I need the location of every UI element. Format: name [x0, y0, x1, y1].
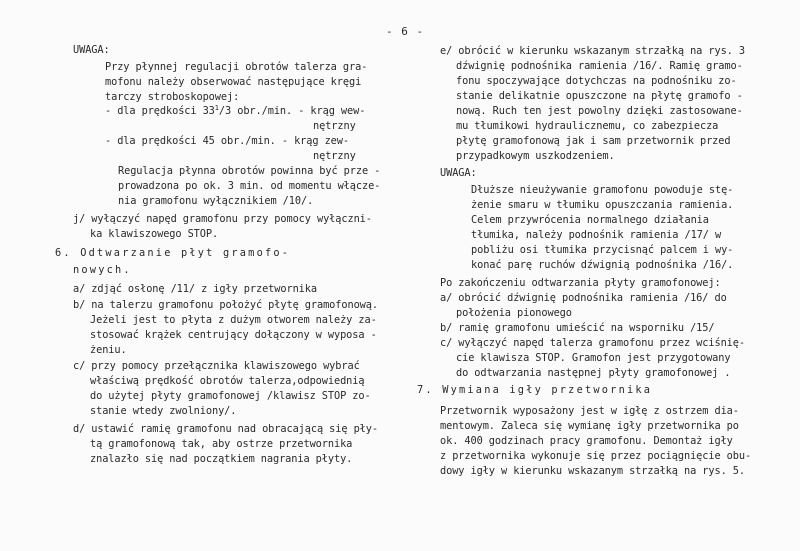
item-e-line: płytę gramofonową jak i sam przetwornik przed — [456, 135, 731, 147]
regulation-line: Regulacja płynna obrotów powinna być prze - — [118, 165, 381, 177]
item-e-line: stanie delikatnie opuszczone na płytę gramofo - — [456, 90, 743, 102]
item-c-line: c/ przy pomocy przełącznika klawiszowego wybrać — [73, 360, 360, 372]
speed-33-continuation: nętrzny — [313, 120, 356, 132]
speed-33-superscript: 1 — [214, 104, 219, 112]
item-d-line: d/ ustawić ramię gramofonu nad obracającą się pły- — [73, 423, 378, 435]
note-line: mofonu należy obserwować następujące kręgi — [105, 76, 362, 88]
item-d-line: znalazło się nad początkiem nagrania płyty. — [90, 453, 353, 465]
item-rc-line: c/ wyłączyć napęd talerza gramofonu przez wciśnię- — [440, 337, 745, 349]
item-rb-line: b/ ramię gramofonu umieścić na wsporniku /15/ — [440, 322, 715, 334]
item-rc-line: do odtwarzania następnej płyty gramofonowej . — [456, 367, 731, 379]
section-7-line: z przetwornika wykonuje się przez pociągnięcie obu- — [440, 450, 752, 462]
item-e-line: dźwignię podnośnika ramienia /16/. Ramię gramo- — [456, 60, 743, 72]
regulation-line: prowadzona po ok. 3 min. od momentu włącze- — [118, 180, 381, 192]
note-line: tarczy stroboskopowej: — [105, 91, 240, 103]
item-b-line: Jeżeli jest to płyta z dużym otworem należy za- — [90, 314, 377, 326]
item-rc-line: cie klawisza STOP. Gramofon jest przygotowany — [456, 352, 731, 364]
note-line: konać parę ruchów dźwignią podnośnika /16/. — [471, 259, 734, 271]
item-e-line: przypadkowym uszkodzeniem. — [456, 150, 615, 162]
item-e-line: nową. Ruch ten jest powolny dzięki zastosowane- — [456, 105, 743, 117]
item-d-line: tą gramofonową tak, aby ostrze przetwornika — [90, 438, 353, 450]
speed-33-suffix: /3 obr./min. - krąg wew- — [218, 105, 366, 117]
section-7-line: Przetwornik wyposażony jest w igłę z ostrzem dia- — [440, 405, 739, 417]
item-c-line: stanie wtedy zwolniony/. — [90, 405, 237, 417]
section-7-line: mentowym. Zaleca się wymianę igły przetwornika po — [440, 420, 739, 432]
section-7-line: dowy igły w kierunku wskazanym strzałką na rys. 5. — [440, 465, 745, 477]
item-e-line: e/ obrócić w kierunku wskazanym strzałką na rys. 3 — [440, 45, 745, 57]
item-e-line: mu tłumikowi hydraulicznemu, co zabezpiecza — [456, 120, 719, 132]
note-line: Dłuższe nieużywanie gramofonu powoduje stę- — [471, 184, 734, 196]
speed-45-continuation: nętrzny — [313, 150, 356, 162]
item-j-line: ka klawiszowego STOP. — [90, 228, 219, 240]
item-ra-line: a/ obrócić dźwignię podnośnika ramienia /16/ do — [440, 292, 727, 304]
regulation-line: nia gramofonu wyłącznikiem /10/. — [118, 195, 314, 207]
item-b-line: b/ na talerzu gramofonu położyć płytę gramofonową. — [73, 299, 378, 311]
note-line: pobliżu osi tłumika przycisnąć palcem i wy- — [471, 244, 734, 256]
note-line: Celem przywrócenia normalnego działania — [471, 214, 709, 226]
speed-45-line: - dla prędkości 45 obr./min. - krąg zew- — [105, 135, 349, 147]
item-c-line: do użytej płyty gramofonowej /klawisz STOP zo- — [90, 390, 371, 402]
item-ra-line: położenia pionowego — [456, 307, 572, 319]
item-b-line: żeniu. — [90, 344, 127, 356]
item-j-line: j/ wyłączyć napęd gramofonu przy pomocy wyłączni- — [73, 213, 372, 225]
section-6-heading: 6. Odtwarzanie płyt gramofo- — [55, 247, 291, 259]
section-7-heading: 7. Wymiana igły przetwornika — [417, 384, 653, 396]
speed-33-prefix: - dla prędkości 33 — [105, 105, 215, 117]
note-line: Przy płynnej regulacji obrotów talerza gra- — [105, 61, 368, 73]
note-label: UWAGA: — [73, 44, 110, 56]
note-line: żenie smaru w tłumiku opuszczania ramienia. — [471, 199, 734, 211]
note-label: UWAGA: — [440, 167, 477, 179]
item-a-line: a/ zdjąć osłonę /11/ z igły przetwornika — [73, 283, 317, 295]
page-number: - 6 - — [386, 25, 425, 38]
after-play-heading: Po zakończeniu odtwarzania płyty gramofonowej: — [440, 277, 721, 289]
note-line: tłumika, należy podnośnik ramienia /17/ w — [471, 229, 722, 241]
speed-33-line — [105, 105, 365, 118]
item-b-line: stosować krążek centrujący dołączony w wyposa - — [90, 329, 377, 341]
item-e-line: fonu spoczywające dotychczas na podnośniku zo- — [456, 75, 737, 87]
section-7-line: ok. 400 godzinach pracy gramofonu. Demontaż igły — [440, 435, 733, 447]
section-6-heading-cont: nowych. — [73, 264, 132, 276]
item-c-line: właściwą prędkość obrotów talerza,odpowiednią — [90, 375, 365, 387]
